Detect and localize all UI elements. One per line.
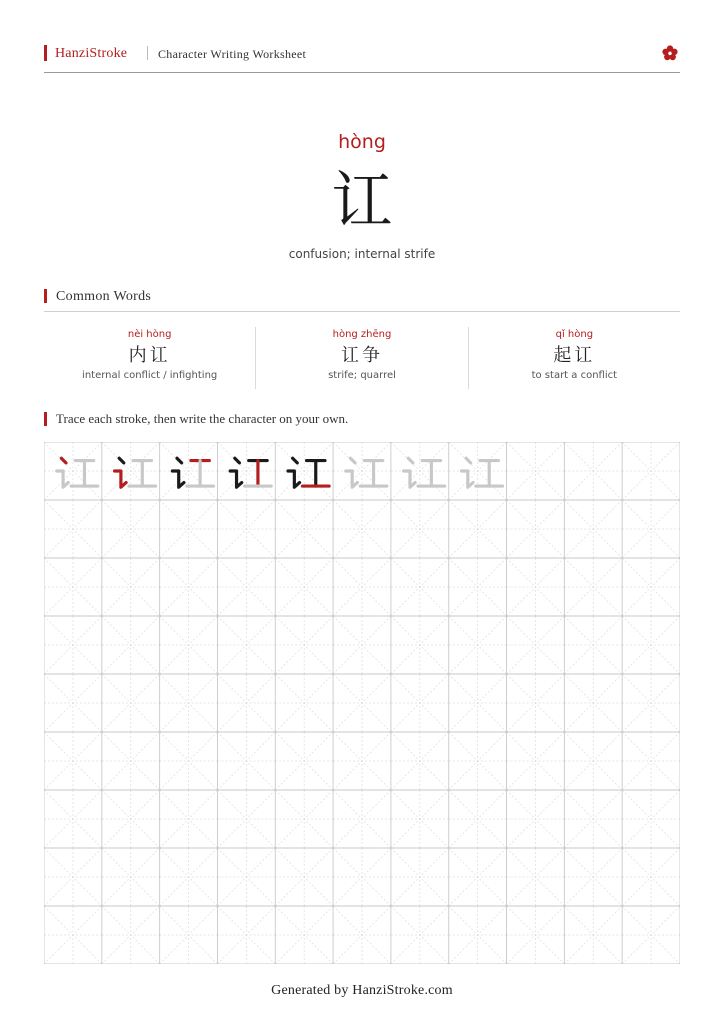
grid-cell[interactable] [160, 616, 218, 674]
grid-cell[interactable] [44, 500, 102, 558]
grid-cell[interactable] [102, 790, 160, 848]
grid-cell[interactable] [217, 906, 275, 964]
grid-cell[interactable] [622, 906, 680, 964]
grid-cell[interactable] [622, 674, 680, 732]
grid-cell[interactable] [44, 558, 102, 616]
word-item [468, 327, 680, 389]
grid-cell[interactable] [44, 616, 102, 674]
header-accent-bar [44, 45, 47, 61]
grid-cell[interactable] [507, 906, 565, 964]
word-pinyin: qǐ hòng [555, 329, 594, 340]
grid-cell[interactable] [275, 558, 333, 616]
grid-cell[interactable] [102, 558, 160, 616]
grid-cell[interactable] [275, 848, 333, 906]
grid-cell[interactable] [217, 500, 275, 558]
grid-cell[interactable] [564, 848, 622, 906]
practice-instruction: Trace each stroke, then write the character on your own. [56, 411, 349, 426]
grid-cell[interactable] [507, 674, 565, 732]
grid-cell[interactable] [449, 500, 507, 558]
word-characters: 内讧 [128, 345, 171, 366]
grid-cell[interactable] [391, 674, 449, 732]
grid-cell[interactable] [391, 500, 449, 558]
grid-cell[interactable] [160, 442, 218, 500]
grid-cell[interactable] [333, 558, 391, 616]
common-words-list [44, 327, 680, 389]
header-divider [147, 46, 148, 60]
grid-cell[interactable] [275, 442, 333, 500]
grid-cell[interactable] [622, 500, 680, 558]
grid-cell[interactable] [391, 790, 449, 848]
plum-blossom-icon [661, 44, 679, 62]
grid-cell[interactable] [160, 848, 218, 906]
grid-cell[interactable] [333, 848, 391, 906]
grid-cell[interactable] [391, 616, 449, 674]
grid-cell[interactable] [275, 500, 333, 558]
grid-cell[interactable] [102, 674, 160, 732]
grid-cell[interactable] [44, 790, 102, 848]
grid-cell[interactable] [102, 500, 160, 558]
grid-cell[interactable] [564, 442, 622, 500]
grid-cell[interactable] [102, 616, 160, 674]
grid-cell[interactable] [275, 790, 333, 848]
grid-cell[interactable] [102, 906, 160, 964]
word-meaning: strife; quarrel [328, 370, 396, 381]
grid-cell[interactable] [564, 500, 622, 558]
grid-cell[interactable] [507, 500, 565, 558]
grid-cell[interactable] [449, 442, 507, 500]
grid-cell[interactable] [102, 442, 160, 500]
grid-cell[interactable] [507, 790, 565, 848]
footer-credit: Generated by HanziStroke.com [271, 983, 453, 998]
word-item [255, 327, 467, 389]
practice-grid [44, 442, 680, 964]
grid-cell[interactable] [217, 848, 275, 906]
grid-cell[interactable] [333, 790, 391, 848]
grid-cell[interactable] [217, 674, 275, 732]
grid-cell[interactable] [507, 442, 565, 500]
word-meaning: internal conflict / infighting [82, 370, 218, 381]
section-rule [44, 311, 680, 312]
grid-cell[interactable] [44, 732, 102, 790]
grid-cell[interactable] [564, 906, 622, 964]
section-accent-bar [44, 412, 47, 426]
grid-cell[interactable] [564, 616, 622, 674]
grid-cell[interactable] [449, 790, 507, 848]
grid-cell[interactable] [622, 616, 680, 674]
grid-cell[interactable] [44, 442, 102, 500]
grid-cell[interactable] [44, 906, 102, 964]
character-pinyin: hòng [338, 131, 386, 153]
grid-cell[interactable] [391, 442, 449, 500]
grid-cell[interactable] [622, 442, 680, 500]
grid-cell[interactable] [449, 558, 507, 616]
grid-cell[interactable] [449, 906, 507, 964]
grid-cell[interactable] [333, 500, 391, 558]
grid-cell[interactable] [507, 558, 565, 616]
word-item [44, 327, 255, 389]
grid-cell[interactable] [217, 558, 275, 616]
grid-cell[interactable] [160, 906, 218, 964]
word-pinyin: nèi hòng [127, 329, 172, 340]
character-glyph: 讧 [330, 164, 393, 237]
grid-cell[interactable] [564, 732, 622, 790]
grid-cell[interactable] [160, 732, 218, 790]
grid-cell[interactable] [391, 558, 449, 616]
grid-cell[interactable] [275, 732, 333, 790]
grid-cell[interactable] [622, 558, 680, 616]
grid-cell[interactable] [391, 732, 449, 790]
grid-cell[interactable] [507, 732, 565, 790]
grid-cell[interactable] [217, 790, 275, 848]
grid-cell[interactable] [333, 442, 391, 500]
grid-cell[interactable] [507, 848, 565, 906]
grid-cell[interactable] [217, 616, 275, 674]
grid-cell[interactable] [102, 732, 160, 790]
grid-cell[interactable] [564, 558, 622, 616]
word-pinyin: hòng zhēng [332, 329, 392, 340]
grid-cell[interactable] [507, 616, 565, 674]
grid-cell[interactable] [160, 500, 218, 558]
grid-cell[interactable] [275, 674, 333, 732]
character-meaning: confusion; internal strife [288, 247, 436, 261]
grid-cell[interactable] [275, 906, 333, 964]
word-characters: 起讧 [553, 345, 596, 366]
grid-cell[interactable] [333, 674, 391, 732]
grid-cell[interactable] [333, 906, 391, 964]
grid-cell[interactable] [44, 848, 102, 906]
grid-cell[interactable] [333, 732, 391, 790]
grid-cell[interactable] [449, 848, 507, 906]
grid-cell[interactable] [217, 732, 275, 790]
word-meaning: to start a conflict [531, 370, 618, 381]
brand-name: HanziStroke [55, 46, 128, 61]
grid-cell[interactable] [160, 790, 218, 848]
grid-cell[interactable] [564, 674, 622, 732]
grid-cell[interactable] [449, 616, 507, 674]
worksheet-subtitle: Character Writing Worksheet [158, 47, 307, 61]
grid-cell[interactable] [160, 674, 218, 732]
grid-cell[interactable] [564, 790, 622, 848]
grid-cell[interactable] [160, 558, 218, 616]
word-characters: 讧争 [340, 345, 383, 366]
grid-cell[interactable] [622, 790, 680, 848]
grid-cell[interactable] [391, 848, 449, 906]
grid-cell[interactable] [622, 848, 680, 906]
grid-cell[interactable] [333, 616, 391, 674]
grid-cell[interactable] [102, 848, 160, 906]
grid-cell[interactable] [217, 442, 275, 500]
grid-cell[interactable] [391, 906, 449, 964]
grid-cell[interactable] [44, 674, 102, 732]
grid-cell[interactable] [449, 732, 507, 790]
grid-cell[interactable] [622, 732, 680, 790]
grid-cell[interactable] [275, 616, 333, 674]
section-accent-bar [44, 289, 47, 303]
header-rule [44, 72, 680, 73]
common-words-title: Common Words [56, 289, 152, 304]
grid-cell[interactable] [449, 674, 507, 732]
